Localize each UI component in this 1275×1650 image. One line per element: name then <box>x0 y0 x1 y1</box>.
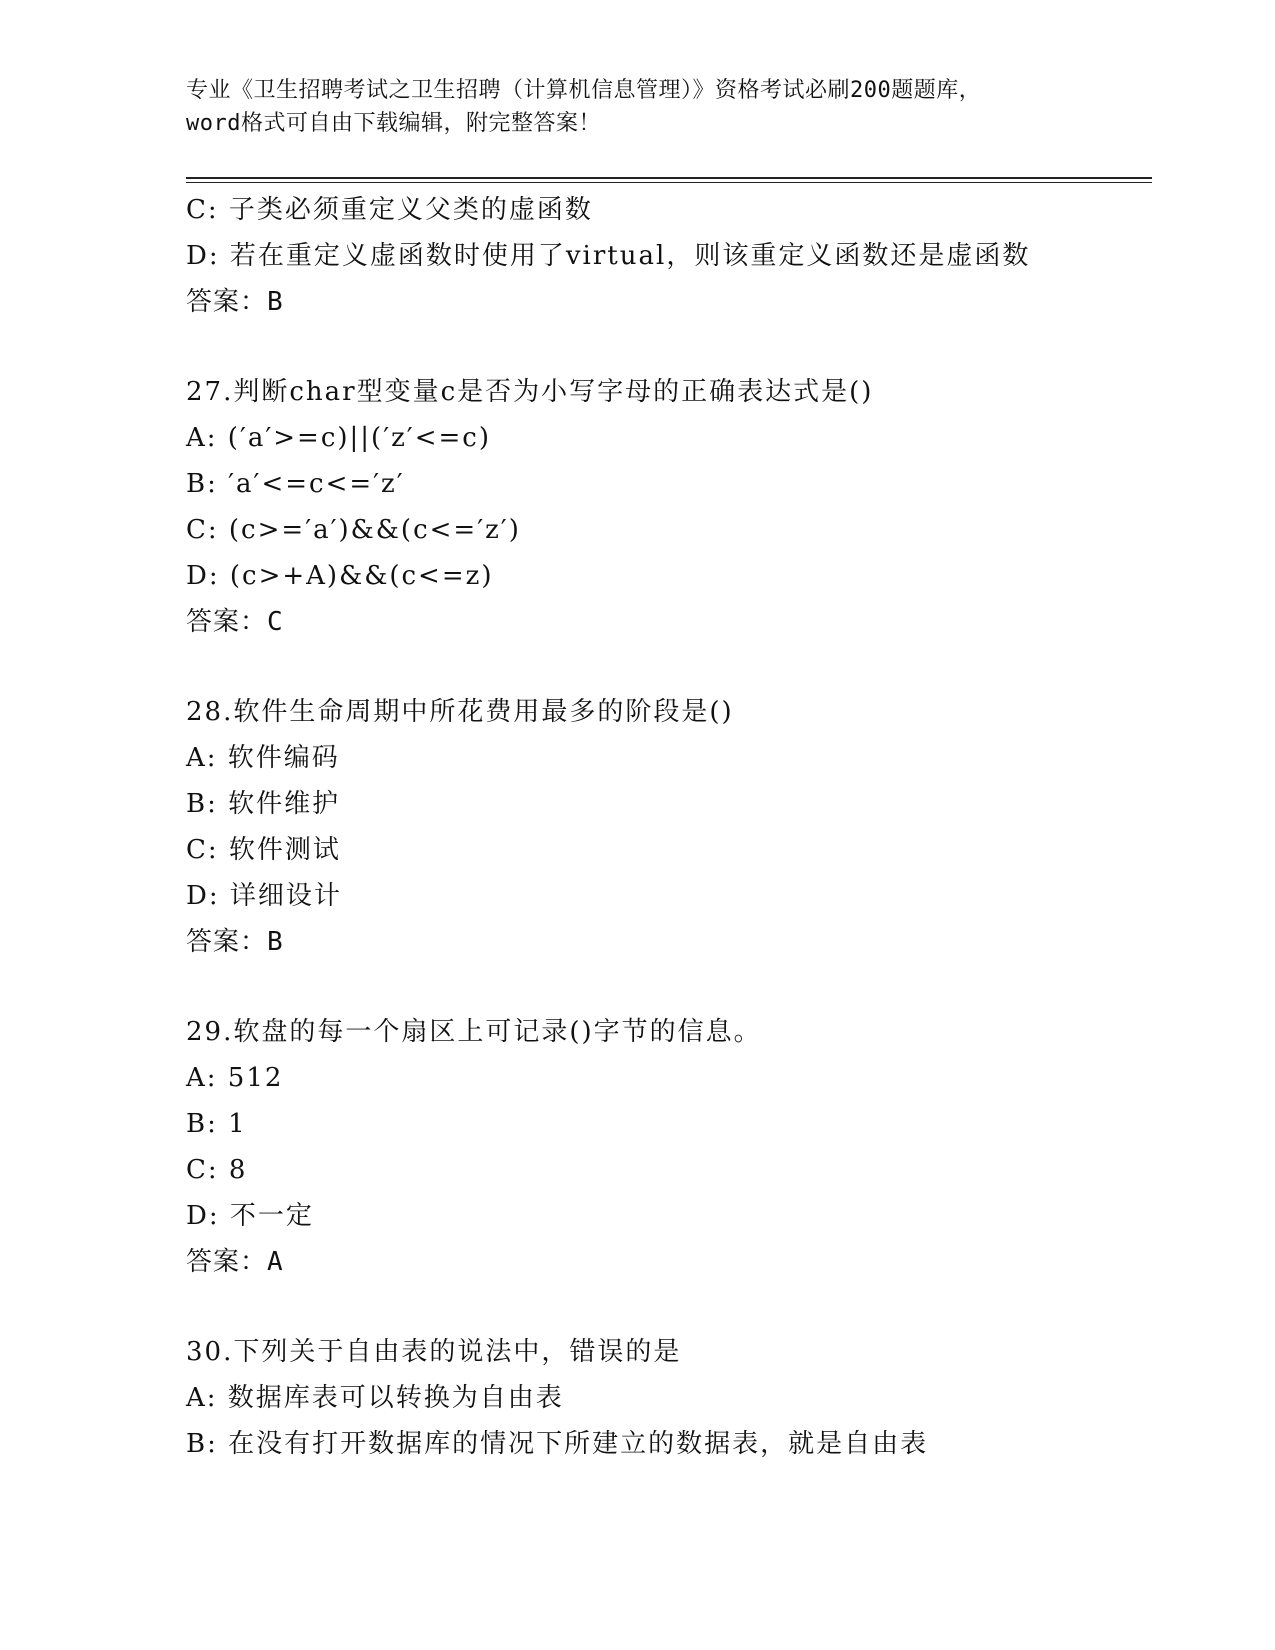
option-c: C: 软件测试 <box>186 835 341 865</box>
option-c: C: 子类必须重定义父类的虚函数 <box>186 195 593 225</box>
option-b: B: 1 <box>186 1109 247 1139</box>
question-26-tail <box>186 187 1166 325</box>
option-d: D: (c>+A)&&(c<=z) <box>186 561 494 591</box>
header-title-line-2: word格式可自由下载编辑，附完整答案！ <box>186 111 601 136</box>
header-divider-thin <box>186 182 1152 183</box>
option-d: D: 详细设计 <box>186 881 342 911</box>
answer: 答案：B <box>186 287 284 317</box>
question-list <box>186 187 1166 1467</box>
question-28 <box>186 689 1166 965</box>
option-b: B: 软件维护 <box>186 789 341 819</box>
question-30 <box>186 1329 1166 1467</box>
option-d: D: 不一定 <box>186 1201 314 1231</box>
option-a: A: 软件编码 <box>186 743 340 773</box>
question-text: 28.软件生命周期中所花费用最多的阶段是() <box>186 697 734 727</box>
question-27 <box>186 369 1166 645</box>
question-text: 29.软盘的每一个扇区上可记录()字节的信息。 <box>186 1017 762 1047</box>
answer: 答案：A <box>186 1247 284 1277</box>
spacer <box>186 965 1166 1009</box>
header-title-line-1: 专业《卫生招聘考试之卫生招聘（计算机信息管理）》资格考试必刷200题题库， <box>186 78 982 103</box>
option-a: A: 512 <box>186 1063 284 1093</box>
option-d: D: 若在重定义虚函数时使用了virtual，则该重定义函数还是虚函数 <box>186 241 1031 271</box>
spacer <box>186 1285 1166 1329</box>
answer: 答案：B <box>186 927 284 957</box>
spacer <box>186 645 1166 689</box>
option-b: B: ′a′<=c<=′z′ <box>186 469 405 499</box>
spacer <box>186 325 1166 369</box>
question-29 <box>186 1009 1166 1285</box>
question-text: 30.下列关于自由表的说法中，错误的是 <box>186 1337 682 1367</box>
document-header <box>186 74 1086 140</box>
option-b: B: 在没有打开数据库的情况下所建立的数据表，就是自由表 <box>186 1429 929 1459</box>
header-divider-thick <box>186 177 1152 179</box>
question-text: 27.判断char型变量c是否为小写字母的正确表达式是() <box>186 377 874 407</box>
option-a: A: (′a′>=c)||(′z′<=c) <box>186 423 491 453</box>
option-a: A: 数据库表可以转换为自由表 <box>186 1383 564 1413</box>
option-c: C: (c>=′a′)&&(c<=′z′) <box>186 515 521 545</box>
option-c: C: 8 <box>186 1155 248 1185</box>
answer: 答案：C <box>186 607 284 637</box>
